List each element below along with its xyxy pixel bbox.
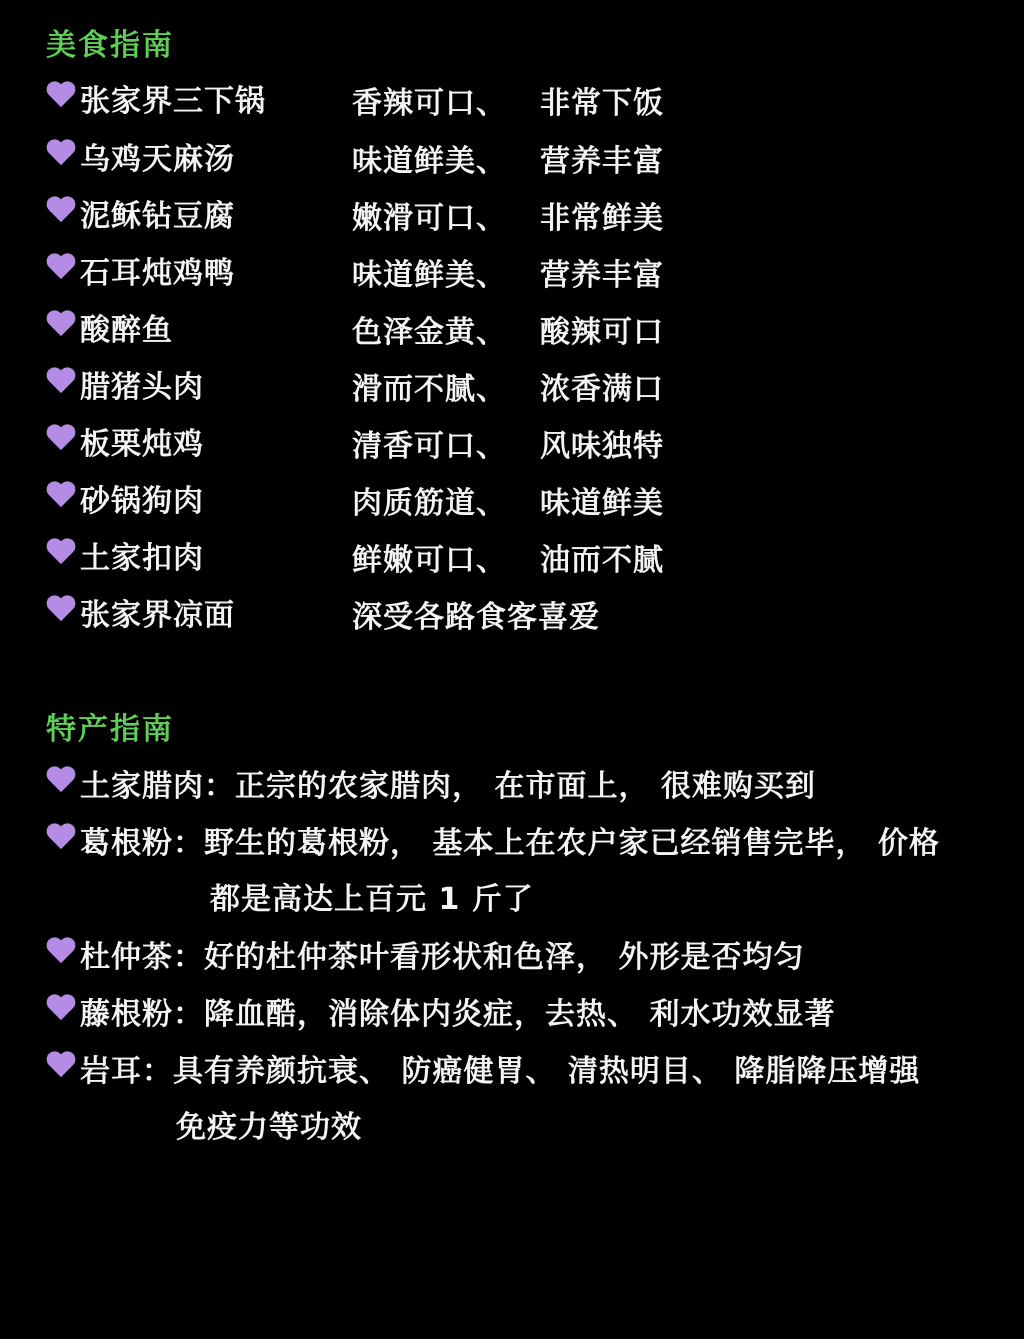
specialty-text: ：正宗的农家腊肉， 在市面上， 很难购买到 <box>204 769 816 804</box>
food-desc-part2: 营养丰富 <box>540 258 664 293</box>
heart-icon <box>46 254 76 282</box>
food-item <box>46 533 746 578</box>
food-name: 泥稣钻豆腐 <box>80 199 235 234</box>
food-name: 酸醉鱼 <box>80 313 173 348</box>
food-item <box>46 134 746 179</box>
specialty-continuation: 都是高达上百元 1 斤了 <box>210 882 534 917</box>
food-desc-part1: 味道鲜美、 <box>352 144 507 179</box>
food-name: 土家扣肉 <box>80 541 204 576</box>
food-desc <box>352 136 664 180</box>
food-desc-part1: 深受各路食客喜爱 <box>352 600 600 635</box>
specialty-text: ：具有养颜抗衰、 防癌健胃、 清热明目、 降脂降压增强 <box>142 1054 921 1089</box>
food-desc-part1: 滑而不腻、 <box>352 372 507 407</box>
food-name: 板栗炖鸡 <box>80 427 204 462</box>
food-desc-part2: 风味独特 <box>540 429 664 464</box>
food-desc <box>352 478 664 522</box>
food-name: 张家界凉面 <box>80 598 235 633</box>
food-desc-part1: 味道鲜美、 <box>352 258 507 293</box>
heart-icon <box>46 539 76 567</box>
food-name: 砂锅狗肉 <box>80 484 204 519</box>
food-desc-part2: 营养丰富 <box>540 144 664 179</box>
specialty-name: 岩耳 <box>80 1054 142 1089</box>
food-desc-part1: 肉质筋道、 <box>352 486 507 521</box>
specialty-continuation: 免疫力等功效 <box>176 1110 362 1145</box>
specialty-name: 土家腊肉 <box>80 769 204 804</box>
heart-icon <box>46 82 76 110</box>
food-item <box>46 248 746 293</box>
food-desc-part1: 嫩滑可口、 <box>352 201 507 236</box>
food-desc-part2: 非常鲜美 <box>540 201 664 236</box>
food-desc <box>352 421 664 465</box>
food-desc-part1: 香辣可口、 <box>352 86 507 121</box>
food-item <box>46 476 746 521</box>
food-desc <box>352 78 664 122</box>
food-item <box>46 419 746 464</box>
specialty-text: ：降血酷，消除体内炎症，去热、 利水功效显著 <box>173 997 836 1032</box>
food-item <box>46 76 746 121</box>
heart-icon <box>46 824 76 852</box>
specialty-name: 藤根粉 <box>80 997 173 1032</box>
heart-icon <box>46 596 76 624</box>
food-item <box>46 191 746 236</box>
heart-icon <box>46 938 76 966</box>
food-desc-part1: 色泽金黄、 <box>352 315 507 350</box>
heart-icon <box>46 995 76 1023</box>
food-desc <box>352 193 664 237</box>
specialty-name: 葛根粉 <box>80 826 173 861</box>
food-desc <box>352 592 600 636</box>
food-desc <box>352 307 664 351</box>
food-item <box>46 590 746 635</box>
food-desc-part2: 酸辣可口 <box>540 315 664 350</box>
heart-icon <box>46 197 76 225</box>
food-name: 腊猪头肉 <box>80 370 204 405</box>
food-desc-part2: 味道鲜美 <box>540 486 664 521</box>
food-desc <box>352 535 664 579</box>
specialty-line <box>80 818 940 862</box>
food-desc-part2: 油而不腻 <box>540 543 664 578</box>
specialty-line <box>80 761 816 805</box>
specialty-line <box>80 1046 920 1090</box>
food-desc-part1: 清香可口、 <box>352 429 507 464</box>
food-desc <box>352 364 664 408</box>
specialty-text: ：野生的葛根粉， 基本上在农户家已经销售完毕， 价格 <box>173 826 940 861</box>
specialty-line <box>80 989 835 1033</box>
food-desc <box>352 250 664 294</box>
heart-icon <box>46 767 76 795</box>
food-section-title: 美食指南 <box>46 28 174 63</box>
food-name: 张家界三下锅 <box>80 84 266 119</box>
food-desc-part1: 鲜嫩可口、 <box>352 543 507 578</box>
specialty-name: 杜仲茶 <box>80 940 173 975</box>
heart-icon <box>46 140 76 168</box>
specialty-text: ：好的杜仲茶叶看形状和色泽， 外形是否均匀 <box>173 940 805 975</box>
food-name: 石耳炖鸡鸭 <box>80 256 235 291</box>
heart-icon <box>46 1052 76 1080</box>
heart-icon <box>46 368 76 396</box>
specialty-section-title: 特产指南 <box>46 712 174 747</box>
food-item <box>46 362 746 407</box>
heart-icon <box>46 425 76 453</box>
heart-icon <box>46 482 76 510</box>
specialty-line <box>80 932 804 976</box>
food-name: 乌鸡天麻汤 <box>80 142 235 177</box>
food-desc-part2: 浓香满口 <box>540 372 664 407</box>
food-desc-part2: 非常下饭 <box>540 86 664 121</box>
heart-icon <box>46 311 76 339</box>
food-item <box>46 305 746 350</box>
